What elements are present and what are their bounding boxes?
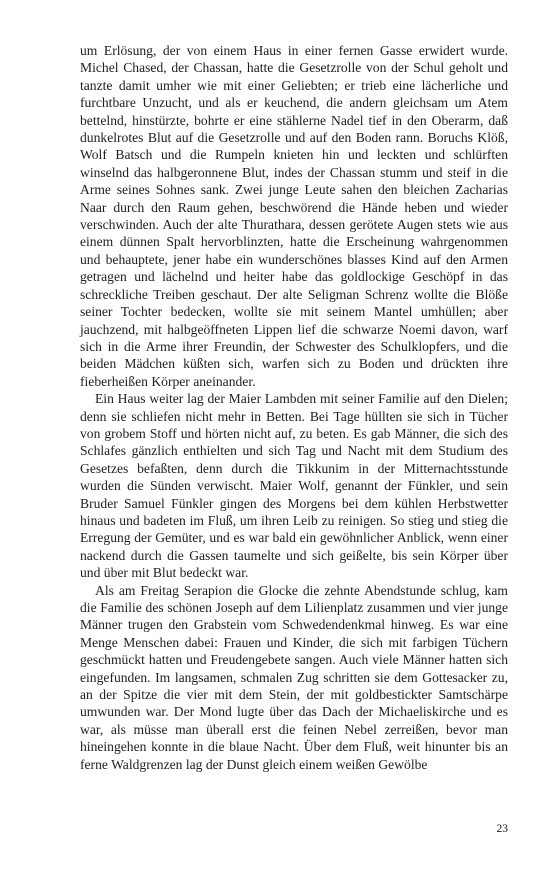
- page-number: 23: [496, 823, 508, 835]
- paragraph-1: um Erlösung, der von einem Haus in einer fernen Gasse erwidert wurde. Michel Chased, der Chassan, hatte die Gesetzrolle von der Schul geholt und tanzte damit umher wie mit einer Geliebten; er trieb eine lächerliche und furchtbare Unzucht, und als er keuchend, die andern gleichsam um Atem bettelnd, hinstürzte, bohrte er eine stählerne Nadel tief in den Oberarm, daß dunkelrotes Blut auf die Gesetzrolle und auf den Boden rann. Boruchs Klöß, Wolf Batsch und die Rumpeln knieten hin und leckten und schlürften winselnd das halbgeronnene Blut, indes der Chassan stumm und steif in die Arme seines Sohnes sank. Zwei junge Leute sahen den bleichen Zacharias Naar durch den Raum gehen, beschwörend die Hände heben und wieder verschwinden. Auch der alte Thurathara, dessen gerötete Augen stets wie aus einem dünnen Spalt hervorblinzten, hatte die Erscheinung wahrgenommen und behauptete, jener habe ein wunderschönes blasses Kind auf den Armen getragen und lächelnd und heiter habe das goldlockige Geschöpf in das schreckliche Treiben geschaut. Der alte Seligman Schrenz wollte die Blöße seiner Tochter bedecken, wollte sie mit seinem Mantel umhüllen; aber jauchzend, mit halbgeöffneten Lippen lief die schwarze Noemi davon, warf sich in die Arme ihrer Freundin, der Schwester des Schulklopfers, und die beiden Mädchen küßten sich, warfen sich zu Boden und drückten ihre fieberheißen Körper aneinander.: [80, 43, 508, 389]
- paragraph-3: Als am Freitag Serapion die Glocke die zehnte Abendstunde schlug, kam die Familie des schönen Joseph auf dem Lilienplatz zusammen und vier junge Männer trugen den Grabstein vom Schwedendenkmal hinweg. Es war eine Menge Menschen dabei: Frauen und Kinder, die sich mit farbigen Tüchern geschmückt hatten und Freudengebete sangen. Auch viele Männer hatten sich eingefunden. Im langsamen, schmalen Zug schritten sie dem Gottesacker zu, an der Spitze die vier mit dem Stein, der mit goldbestickter Samtschärpe umwunden war. Der Mond lugte über das Dach der Michaeliskirche und es war, als müsse man überall erst die feinen Nebel zerreißen, bevor man hineingehen konnte in die blaue Nacht. Über dem Fluß, weit hinunter bis an ferne Waldgrenzen lag der Dunst gleich einem weißen Gewölbe: [80, 582, 508, 772]
- body-text: [80, 42, 508, 773]
- paragraph-2: Ein Haus weiter lag der Maier Lambden mit seiner Familie auf den Dielen; denn sie schliefen nicht mehr in Betten. Bei Tage hüllten sie sich in Tücher von grobem Stoff und hörten nicht auf, zu beten. Es gab Männer, die sich des Schlafes gänzlich enthielten und sich Tag und Nacht mit dem Studium des Gesetzes befaßten, denn durch die Tikkunim in der Mitternachtsstunde wurden die Sünden verwischt. Maier Wolf, genannt der Fünkler, und sein Bruder Samuel Fünkler gingen des Morgens bei dem kühlen Herbstwetter hinaus und badeten im Fluß, um ihren Leib zu reinigen. So stieg und stieg die Erregung der Gemüter, und es war bald ein gewöhnlicher Anblick, wenn einer nackend durch die Gassen taumelte und sich geißelte, bis sein Körper über und über mit Blut bedeckt war.: [80, 391, 508, 581]
